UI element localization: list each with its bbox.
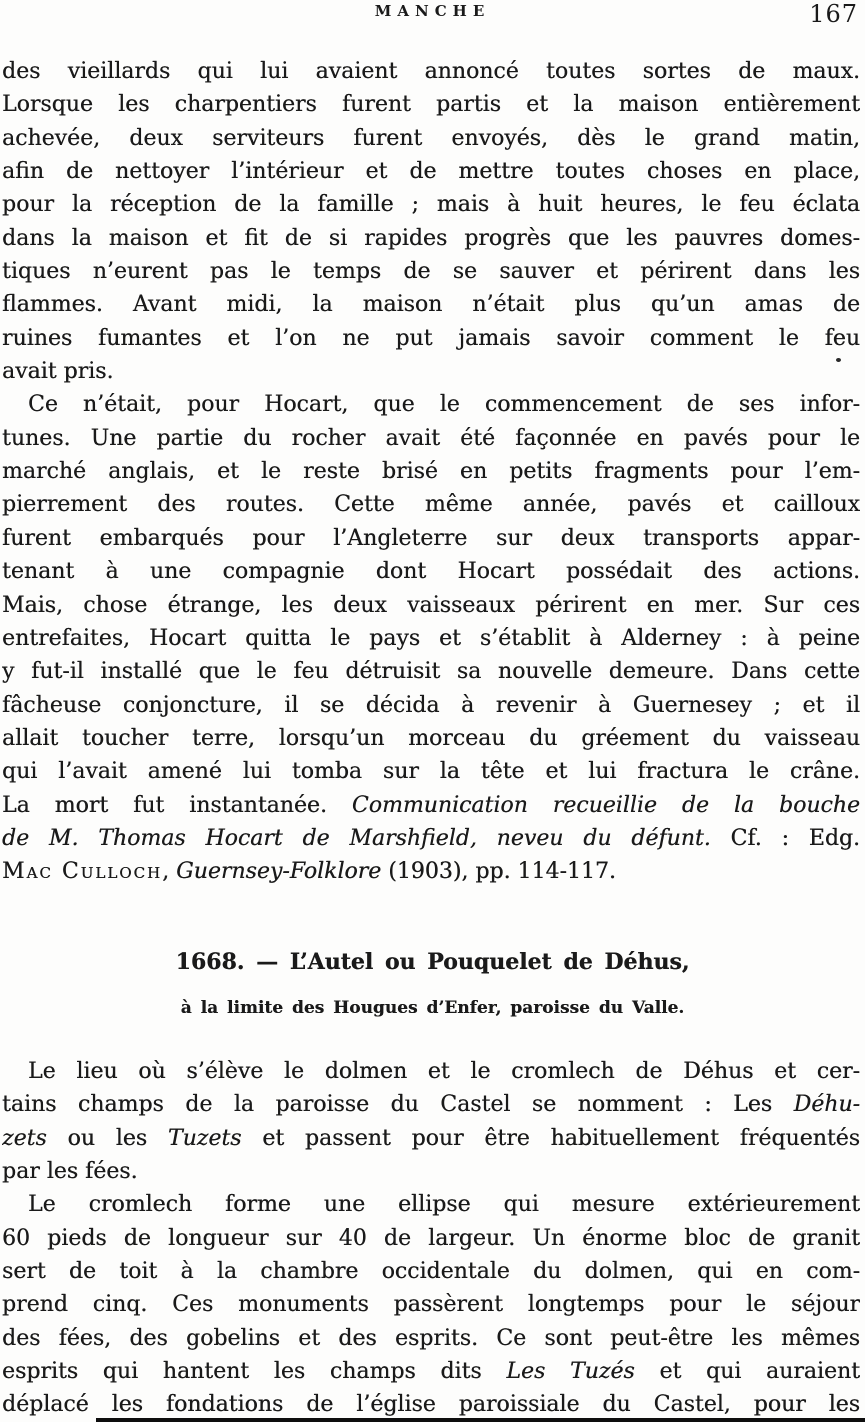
italic-text: de M. Thomas Hocart de Marshfield, neveu du défunt. [2,825,711,851]
text-line [2,589,860,622]
body-text: furent embarqués pour l’Angleterre sur deux transports appar- [2,525,860,551]
body-text: ou les [46,1125,168,1151]
body-text: , [162,859,177,885]
text-line [2,1155,860,1188]
body-text: tiques n’eurent pas le temps de se sauver et périrent dans les [2,259,860,285]
italic-text: zets [2,1125,47,1151]
entry-title: 1668. — L’Autel ou Pouquelet de Déhus, [175,949,690,975]
text-line [2,1388,860,1421]
text-line [2,122,860,155]
text-line [2,622,860,655]
entry-subtitle: à la limite des Hougues d’Enfer, paroisse du Valle. [180,998,685,1018]
body-text: dans la maison et fit de si rapides progrès que les pauvres domes- [2,225,860,251]
text-line [2,255,860,288]
text-line [2,1288,860,1321]
text-line [2,1222,860,1255]
body-text: afin de nettoyer l’intérieur et de mettre toutes choses en place, [2,159,860,185]
page-number: 167 [809,0,858,28]
text-line [2,455,860,488]
body-text: pour la réception de la famille ; mais à huit heures, le feu éclata [2,192,860,218]
text-line [2,422,860,455]
ink-speck-artifact [836,358,841,362]
body-text: des fées, des gobelins et des esprits. Ce sont peut-être les mêmes [2,1325,860,1351]
body-text: Cf. : Edg. [710,825,860,851]
body-text: déplacé les fondations de l’église paroissiale du Castel, pour les [2,1392,860,1418]
body-text: Lorsque les charpentiers furent partis et la maison entièrement [2,92,860,118]
text-line [2,522,860,555]
body-text: La mort fut instantanée. [2,792,352,818]
body-text: ruines fumantes et l’on ne put jamais savoir comment le feu [2,325,860,351]
text-line [2,822,860,855]
italic-text: Les Tuzés [506,1359,635,1385]
text-line [2,1355,860,1388]
text-line [2,1255,860,1288]
body-text: avait pris. [2,359,114,385]
text-line [2,1322,860,1355]
body-text: marché anglais, et le reste brisé en petits fragments pour l’em- [2,459,860,485]
scan-edge-artifact [96,1418,865,1422]
text-line [2,1055,860,1088]
text-line [2,488,860,521]
text-line [2,155,860,188]
text-line [2,222,860,255]
text-line [2,1188,860,1221]
body-text: sert de toit à la chambre occidentale du dolmen, qui en com- [2,1259,860,1285]
body-text: des vieillards qui lui avaient annoncé toutes sortes de maux. [2,59,860,84]
text-line [2,355,860,388]
small-caps-text: Mac Culloch [2,859,163,885]
text-line [2,55,860,88]
body-text: qui l’avait amené lui tomba sur la tête et lui fractura le crâne. [2,759,860,785]
body-text: Mais, chose étrange, les deux vaisseaux périrent en mer. Sur ces [2,592,860,618]
body-text: achevée, deux serviteurs furent envoyés, dès le grand matin, [2,125,860,151]
italic-text: Déhu- [793,1092,860,1118]
body-text-top [2,55,860,889]
body-text: par les fées. [2,1159,138,1185]
text-line [2,655,860,688]
text-line [2,1122,860,1155]
italic-text: Guernsey-Folklore [176,859,382,885]
running-head: MANCHE [374,2,491,20]
body-text: pierrement des routes. Cette même année, pavés et cailloux [2,492,860,518]
body-text: tunes. Une partie du rocher avait été façonnée en pavés pour le [2,425,860,451]
text-line [2,1088,860,1121]
body-text: tains champs de la paroisse du Castel se nomment : Les [2,1092,794,1118]
body-text: 60 pieds de longueur sur 40 de largeur. Un énorme bloc de granit [2,1225,860,1251]
body-text: allait toucher terre, lorsqu’un morceau du gréement du vaisseau [2,725,860,751]
text-line [2,388,860,421]
body-text: Le lieu où s’élève le dolmen et le cromlech de Déhus et cer- [28,1059,860,1084]
text-line [2,722,860,755]
body-text: entrefaites, Hocart quitta le pays et s’établit à Alderney : à peine [2,625,860,651]
text-line [2,555,860,588]
text-line [2,855,860,888]
text-line [2,322,860,355]
body-text: flammes. Avant midi, la maison n’était plus qu’un amas de [2,292,860,318]
body-text: Le cromlech forme une ellipse qui mesure extérieurement [28,1192,860,1218]
italic-text: Communication recueillie de la bouche [351,792,860,818]
body-text: et passent pour être habituellement fréquentés [241,1125,860,1151]
text-line [2,188,860,221]
body-text: tenant à une compagnie dont Hocart possédait des actions. [2,559,860,585]
body-text-bottom [2,1055,860,1422]
body-text: prend cinq. Ces monuments passèrent longtemps pour le séjour [2,1292,860,1318]
text-line [2,755,860,788]
text-line [2,88,860,121]
body-text: y fut-il installé que le feu détruisit sa nouvelle demeure. Dans cette [2,659,860,685]
body-text: et qui auraient [634,1359,860,1385]
body-text: (1903), pp. 114-117. [381,859,616,885]
italic-text: Tuzets [167,1125,242,1151]
body-text: Ce n’était, pour Hocart, que le commencement de ses infor- [28,392,860,418]
text-line [2,789,860,822]
body-text: esprits qui hantent les champs dits [2,1359,507,1385]
entry-heading [0,948,865,1019]
text-line [2,288,860,321]
text-line [2,689,860,722]
body-text: fâcheuse conjoncture, il se décida à revenir à Guernesey ; et il [2,692,860,718]
